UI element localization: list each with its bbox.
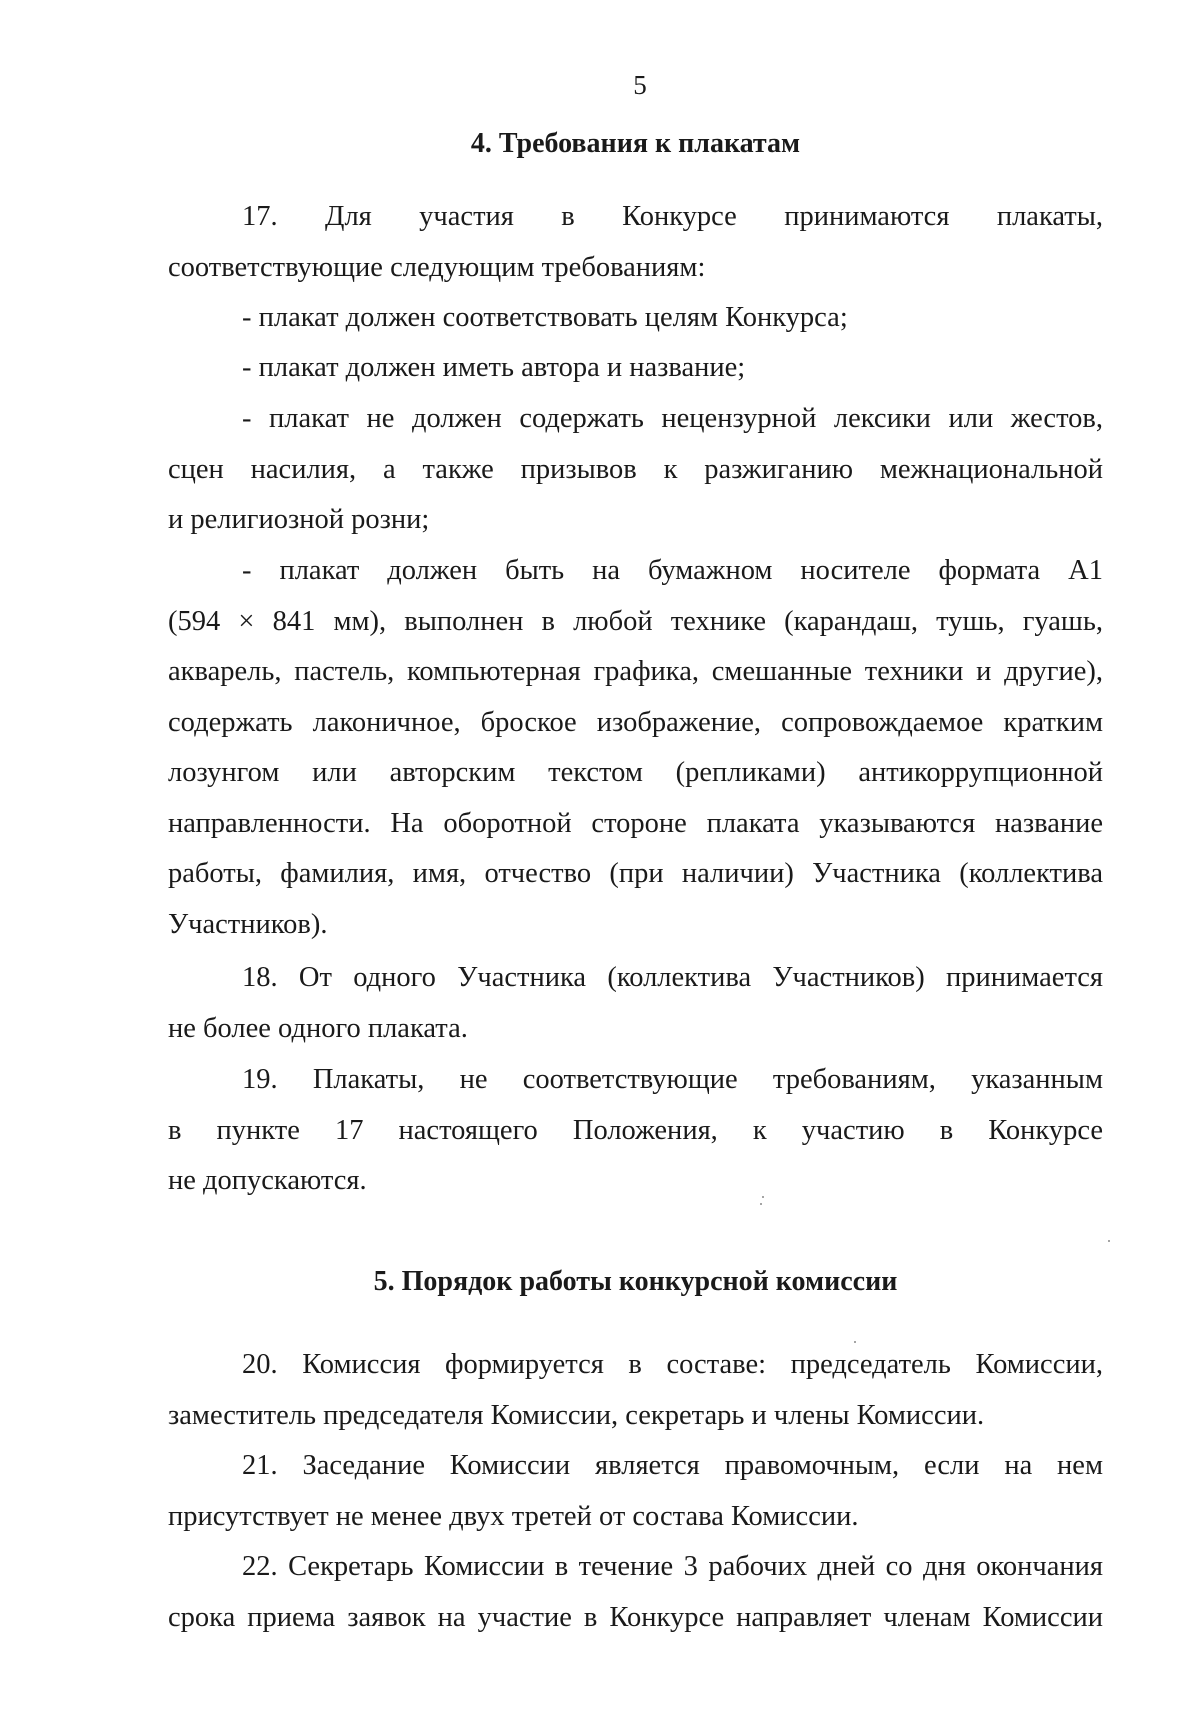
- section-4-heading: 4. Требования к плакатам: [470, 128, 801, 159]
- paragraph-17: [168, 192, 1103, 293]
- paragraph-21-line-2: присутствует не менее двух третей от состава Комиссии.: [168, 1500, 859, 1532]
- requirement-item-4-line-6: направленности. На оборотной стороне плаката указываются название: [168, 807, 1103, 839]
- paragraph-18-line-1: 18. От одного Участника (коллектива Участников) принимается: [242, 962, 1103, 993]
- requirement-item-1: [168, 293, 1103, 344]
- paragraph-22-line-2: срока приема заявок на участие в Конкурсе направляет членам Комиссии: [168, 1601, 1103, 1633]
- requirement-item-3: [168, 394, 1103, 546]
- paragraph-20-line-2: заместитель председателя Комиссии, секретарь и члены Комиссии.: [168, 1399, 985, 1431]
- paragraph-19-line-3: не допускаются.: [168, 1165, 367, 1196]
- requirement-item-4-line-7: работы, фамилия, имя, отчество (при наличии) Участника (коллектива: [168, 858, 1103, 889]
- paragraph-19-line-2: в пункте 17 настоящего Положения, к участию в Конкурсе: [168, 1114, 1103, 1146]
- page-number: 5: [633, 70, 647, 100]
- paragraph-18: [168, 953, 1103, 1054]
- paragraph-20-line-1: 20. Комиссия формируется в составе: председатель Комиссии,: [242, 1349, 1103, 1380]
- section-5-heading: 5. Порядок работы конкурсной комиссии: [373, 1266, 898, 1297]
- requirement-item-2-text: - плакат должен иметь автора и название;: [242, 352, 746, 383]
- paragraph-19: [168, 1055, 1103, 1207]
- scan-speck: [760, 1203, 762, 1205]
- scan-speck: [1108, 1240, 1110, 1242]
- paragraph-21: [168, 1441, 1103, 1542]
- paragraph-17-line-1: 17. Для участия в Конкурсе принимаются плакаты,: [242, 201, 1103, 232]
- paragraph-17-line-2: соответствующие следующим требованиям:: [168, 251, 706, 283]
- requirement-item-4-line-5: лозунгом или авторским текстом (репликами) антикоррупционной: [168, 757, 1103, 788]
- requirement-item-1-text: - плакат должен соответствовать целям Конкурса;: [242, 302, 848, 333]
- requirement-item-3-line-2: сцен насилия, а также призывов к разжиганию межнациональной: [168, 453, 1103, 485]
- requirement-item-3-line-1: - плакат не должен содержать нецензурной лексики или жестов,: [242, 403, 1103, 434]
- paragraph-19-line-1: 19. Плакаты, не соответствующие требованиям, указанным: [242, 1064, 1103, 1095]
- requirement-item-4: [168, 546, 1103, 950]
- paragraph-18-line-2: не более одного плаката.: [168, 1012, 468, 1044]
- requirement-item-4-line-4: содержать лаконичное, броское изображение, сопровождаемое кратким: [168, 706, 1103, 738]
- requirement-item-4-line-2: (594 × 841 мм), выполнен в любой технике (карандаш, тушь, гуашь,: [168, 605, 1103, 637]
- requirement-item-4-line-8: Участников).: [168, 908, 328, 940]
- paragraph-21-line-1: 21. Заседание Комиссии является правомочным, если на нем: [242, 1450, 1103, 1481]
- paragraph-22: [168, 1542, 1103, 1643]
- requirement-item-3-line-3: и религиозной розни;: [168, 504, 430, 535]
- paragraph-22-line-1: 22. Секретарь Комиссии в течение 3 рабочих дней со дня окончания: [242, 1551, 1103, 1582]
- requirement-item-4-line-1: - плакат должен быть на бумажном носителе формата А1: [242, 555, 1103, 586]
- scan-speck: [762, 1196, 764, 1198]
- scan-speck: [854, 1341, 856, 1343]
- requirement-item-2: [168, 343, 1103, 394]
- paragraph-20: [168, 1340, 1103, 1441]
- requirement-item-4-line-3: акварель, пастель, компьютерная графика, смешанные техники и другие),: [168, 656, 1103, 687]
